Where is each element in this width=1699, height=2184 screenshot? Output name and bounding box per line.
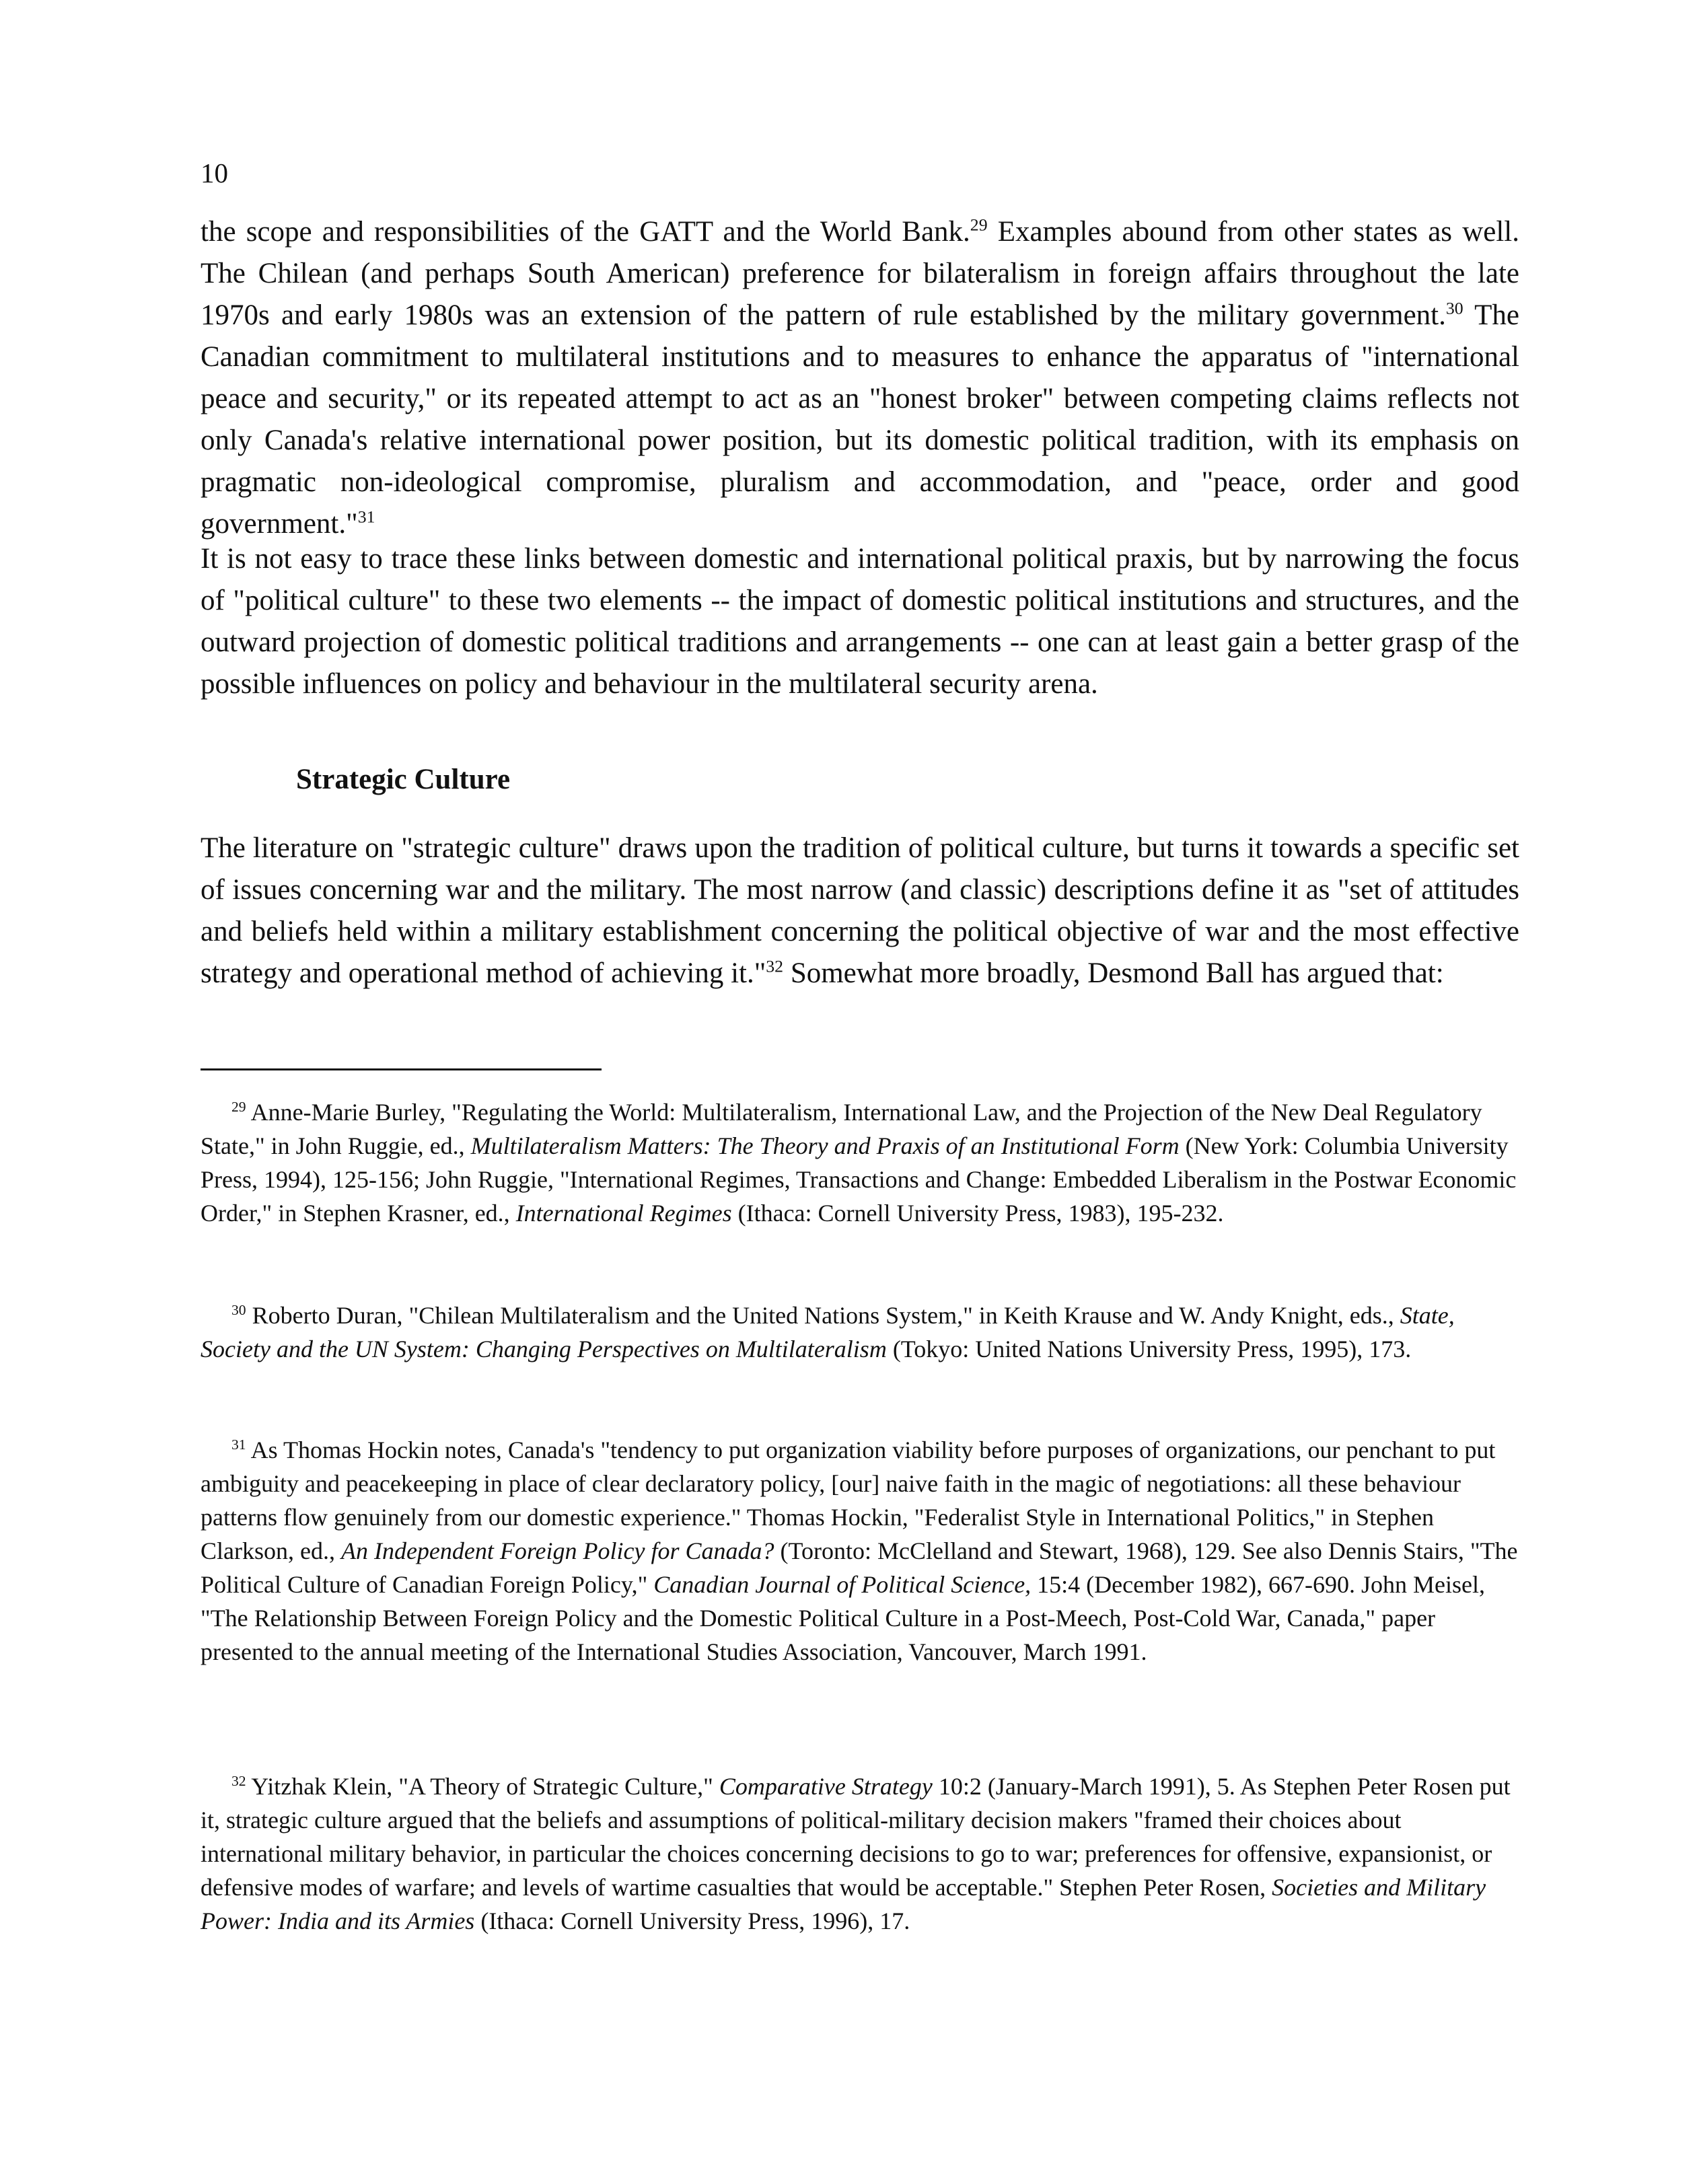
footnote-text: Anne-Marie Burley, "Regulating the World: Multilateralism, International Law, and the Projection of the New Deal Regulatory State," in John Ruggie, ed., xyxy=(201,1099,1482,1159)
para3-text-1: The literature on "strategic culture" draws upon the tradition of political culture, but turns it towards a specific set of issues concerning war and the military. The most narrow (and classic) descriptions define it as "set of attitudes and beliefs held within a military establishment concerning the political objective of war and the most effective strategy and operational method of achieving it." xyxy=(201,832,1519,989)
footnote-number: 32 xyxy=(231,1773,246,1789)
footnote-number: 30 xyxy=(231,1302,246,1318)
body-paragraph-1 xyxy=(201,211,1519,545)
footnote-text: (New York: Columbia University Press, 1994), 125-156; John Ruggie, "International Regimes, Transactions and Change: Embedded Liberalism in the Postwar Economic Order," in Stephen Krasner, ed., xyxy=(201,1132,1517,1227)
footnote-30 xyxy=(201,1299,1519,1366)
footnote-29 xyxy=(201,1095,1519,1230)
footnote-ref-30[interactable]: 30 xyxy=(1445,298,1463,318)
footnote-32 xyxy=(201,1770,1519,1938)
footnote-text: (Ithaca: Cornell University Press, 1996), 17. xyxy=(474,1907,910,1934)
footnote-italic-title: Multilateralism Matters: The Theory and Praxis of an Institutional Form xyxy=(470,1132,1180,1159)
section-heading: Strategic Culture xyxy=(296,764,511,795)
footnote-text: Roberto Duran, "Chilean Multilateralism and the United Nations System," in Keith Krause and W. Andy Knight, eds., xyxy=(252,1302,1400,1329)
footnote-italic-title: Comparative Strategy xyxy=(719,1773,933,1800)
footnote-italic-title: Canadian Journal of Political Science, xyxy=(653,1571,1032,1598)
footnote-ref-32[interactable]: 32 xyxy=(766,956,784,976)
para1-text-3: The Canadian commitment to multilateral institutions and to measures to enhance the apparatus of "international peace and security," or its repeated attempt to act as an "honest broker" between competing claims reflects not only Canada's relative international power position, but its domestic political tradition, with its emphasis on pragmatic non-ideological compromise, pluralism and accommodation, and "peace, order and good government." xyxy=(201,299,1519,540)
para1-text-1: the scope and responsibilities of the GATT and the World Bank. xyxy=(201,216,970,248)
footnote-ref-29[interactable]: 29 xyxy=(970,215,988,235)
footnote-text: Yitzhak Klein, "A Theory of Strategic Culture," xyxy=(251,1773,719,1800)
footnote-number: 29 xyxy=(231,1099,246,1115)
footnote-ref-31[interactable]: 31 xyxy=(357,507,375,527)
footnote-text: (Toronto: McClelland and Stewart, 1968), 129. See also Dennis Stairs, "The Political Culture of Canadian Foreign Policy," xyxy=(201,1537,1518,1598)
footnote-31 xyxy=(201,1433,1519,1669)
page-number: 10 xyxy=(201,157,228,188)
footnote-italic-title: Societies and Military Power: India and its Armies xyxy=(201,1874,1486,1934)
footnote-number: 31 xyxy=(231,1436,246,1453)
footnote-text: (Ithaca: Cornell University Press, 1983), 195-232. xyxy=(731,1200,1224,1227)
footnote-text: (Tokyo: United Nations University Press, 1995), 173. xyxy=(886,1336,1412,1362)
footnote-text: 10:2 (January-March 1991), 5. As Stephen Peter Rosen put it, strategic culture argued that the beliefs and assumptions of political-military decision makers "framed their choices about international military behavior, in particular the choices concerning decisions to go to war; preferences for offensive, expansionist, or defensive modes of warfare; and levels of wartime casualties that would be acceptable." Stephen Peter Rosen, xyxy=(201,1773,1511,1901)
footnote-italic-title: International Regimes xyxy=(515,1200,732,1227)
body-paragraph-3 xyxy=(201,828,1519,994)
footnote-italic-title: An Independent Foreign Policy for Canada? xyxy=(340,1537,774,1564)
footnote-italic-title: State, Society and the UN System: Changing Perspectives on Multilateralism xyxy=(201,1302,1455,1362)
para1-text-2: Examples abound from other states as well. The Chilean (and perhaps South American) preference for bilateralism in foreign affairs throughout the late 1970s and early 1980s was an extension of the pattern of rule established by the military government. xyxy=(201,216,1519,331)
para3-text-2: Somewhat more broadly, Desmond Ball has argued that: xyxy=(783,957,1444,989)
footnote-text: 15:4 (December 1982), 667-690. John Meisel, "The Relationship Between Foreign Policy and the Domestic Political Culture in a Post-Meech, Post-Cold War, Canada," paper presented to the annual meeting of the International Studies Association, Vancouver, March 1991. xyxy=(201,1571,1486,1665)
footnote-text: As Thomas Hockin notes, Canada's "tendency to put organization viability before purposes of organizations, our penchant to put ambiguity and peacekeeping in place of clear declaratory policy, [our] naive faith in the magic of negotiations: all these behaviour patterns flow genuinely from our domestic experience." Thomas Hockin, "Federalist Style in International Politics," in Stephen Clarkson, ed., xyxy=(201,1436,1496,1564)
footnote-divider xyxy=(201,1068,602,1070)
body-paragraph-2: It is not easy to trace these links between domestic and international political praxis, but by narrowing the focus of "political culture" to these two elements -- the impact of domestic political institutions and structures, and the outward projection of domestic political traditions and arrangements -- one can at least gain a better grasp of the possible influences on policy and behaviour in the multilateral security arena. xyxy=(201,543,1519,700)
